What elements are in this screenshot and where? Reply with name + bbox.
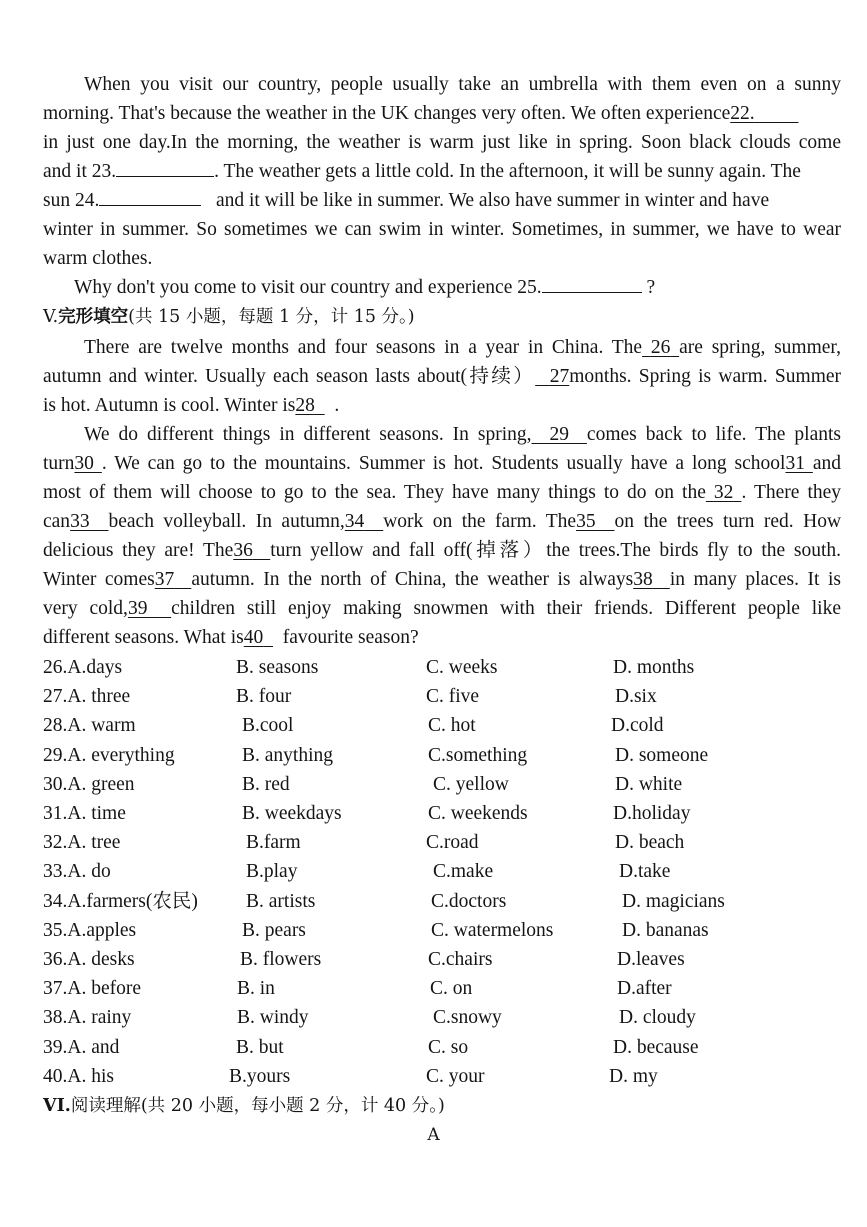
option-b: B. flowers (240, 949, 322, 970)
option-a: 29.A. everything (43, 744, 175, 766)
option-a: 28.A. warm (43, 715, 136, 737)
passage-line: sun 24. and it will be like in summer. We also have summer in winter and have (43, 186, 841, 215)
option-c: C. hot (428, 715, 476, 737)
option-d: D.six (615, 686, 657, 708)
option-a: 36.A. desks (43, 949, 135, 970)
option-d: D. magicians (622, 890, 725, 912)
option-b: B. artists (246, 890, 316, 912)
option-a: 40.A. his (43, 1065, 114, 1087)
option-c: C.something (428, 744, 528, 766)
blank-34: 34 (344, 511, 365, 532)
option-a: 39.A. and (43, 1036, 120, 1058)
option-b: B. seasons (236, 657, 319, 678)
option-c: C. watermelons (431, 919, 554, 941)
blank-31: 31 (785, 453, 805, 474)
option-a: 38.A. rainy (43, 1007, 132, 1029)
blank-23 (116, 157, 214, 177)
part-label: A (427, 1125, 440, 1145)
section-heading-reading: VI.阅读理解(共 20 小题，每小题 2 分，计 40 分。) (43, 1096, 445, 1116)
passage-line: in just one day.In the morning, the weather is warm just like in spring. Soon black clouds come (43, 132, 841, 153)
blank-38: 38 (633, 569, 653, 590)
option-b: B. in (237, 978, 275, 1000)
blank-28: 28 (295, 395, 315, 416)
option-a: 31.A. time (43, 803, 126, 824)
passage-line: Why don't you come to visit our country and experience 25. ? (74, 273, 867, 302)
cloze-line: delicious they are! The36 turn yellow and fall off(掉落）the trees.The birds fly to the south. (43, 540, 841, 561)
option-d: D.holiday (613, 803, 691, 824)
option-b: B. but (236, 1036, 284, 1058)
option-b: B. four (236, 686, 292, 708)
blank-40: 40 (243, 627, 264, 648)
option-b: B.cool (242, 715, 294, 737)
cloze-line: different seasons. What is40 favourite season? (43, 627, 419, 648)
cloze-line: most of them will choose to go to the sea. They have many things to do on the 32 . There they (43, 482, 842, 503)
option-c: C. weeks (426, 657, 498, 678)
passage-line: morning. That's because the weather in the UK changes very often. We often experience22. (43, 99, 841, 128)
option-b: B. red (242, 773, 290, 795)
blank-26: 26 (650, 337, 671, 358)
option-d: D.after (617, 978, 672, 1000)
option-a: 32.A. tree (43, 832, 121, 854)
option-c: C. weekends (428, 803, 528, 824)
blank-24 (99, 186, 201, 206)
blank-32: 32 (713, 482, 734, 503)
blank-29: 29 (549, 424, 569, 445)
blank-36: 36 (233, 540, 253, 561)
option-a: 26.A.days (43, 657, 123, 678)
option-d: D.take (619, 861, 671, 883)
option-c: C.doctors (431, 890, 507, 912)
blank-37: 37 (154, 569, 175, 590)
option-c: C. yellow (433, 773, 509, 795)
option-d: D. cloudy (619, 1007, 696, 1029)
option-d: D.leaves (617, 949, 685, 970)
cloze-line: We do different things in different seasons. In spring, 29 comes back to life. The plants (84, 424, 841, 445)
cloze-line: Winter comes37 autumn. In the north of China, the weather is always38 in many places. It is (43, 569, 841, 590)
option-b: B.play (246, 861, 298, 883)
blank-25 (542, 273, 642, 293)
option-c: C. five (426, 686, 480, 708)
cloze-line: very cold,39 children still enjoy making snowmen with their friends. Different people like (43, 598, 841, 619)
option-d: D. months (613, 657, 695, 678)
blank-33: 33 (70, 511, 90, 532)
option-a: 37.A. before (43, 978, 142, 1000)
option-c: C.chairs (428, 949, 493, 970)
option-d: D.cold (611, 715, 664, 737)
passage-line: winter in summer. So sometimes we can swim in winter. Sometimes, in summer, we have to wear (43, 219, 841, 240)
option-c: C. so (428, 1036, 469, 1058)
passage-line: When you visit our country, people usually take an umbrella with them even on a sunny (84, 74, 841, 95)
cloze-line: autumn and winter. Usually each season lasts about(持续） 27months. Spring is warm. Summer (43, 366, 842, 387)
option-d: D. beach (615, 832, 685, 854)
option-a: 34.A.farmers(农民) (43, 890, 198, 912)
option-c: C. your (426, 1065, 485, 1087)
option-c: C.road (426, 832, 479, 854)
cloze-line: There are twelve months and four seasons in a year in China. The 26 are spring, summer, (84, 337, 842, 358)
cloze-line: can33 beach volleyball. In autumn,34 work on the farm. The35 on the trees turn red. How (43, 511, 842, 532)
option-a: 35.A.apples (43, 919, 137, 941)
option-d: D. my (609, 1065, 658, 1087)
option-b: B. windy (237, 1007, 309, 1029)
option-b: B.farm (246, 832, 301, 854)
option-b: B. anything (242, 744, 333, 766)
option-c: C. on (430, 978, 473, 1000)
passage-line: warm clothes. (43, 248, 153, 269)
option-c: C.make (433, 861, 494, 883)
cloze-line: is hot. Autumn is cool. Winter is28 . (43, 395, 340, 416)
option-c: C.snowy (433, 1007, 502, 1029)
option-a: 30.A. green (43, 773, 135, 795)
option-a: 27.A. three (43, 686, 131, 708)
section-heading-cloze: V.完形填空(共 15 小题，每题 1 分，计 15 分。) (43, 307, 415, 327)
passage-line: and it 23. . The weather gets a little cold. In the afternoon, it will be sunny again. The (43, 157, 841, 186)
option-d: D. because (613, 1036, 699, 1058)
blank-39: 39 (127, 598, 148, 619)
option-d: D. white (615, 773, 683, 795)
blank-30: 30 (74, 453, 94, 474)
option-a: 33.A. do (43, 861, 111, 883)
option-b: B. pears (242, 919, 306, 941)
blank-35: 35 (576, 511, 596, 532)
cloze-line: turn30 . We can go to the mountains. Summer is hot. Students usually have a long school31 and (43, 453, 842, 474)
option-d: D. someone (615, 744, 709, 766)
blank-27: 27 (549, 366, 570, 387)
blank-22: 22. (730, 103, 755, 124)
option-b: B. weekdays (242, 803, 342, 824)
option-b: B.yours (229, 1065, 291, 1087)
option-d: D. bananas (622, 919, 709, 941)
